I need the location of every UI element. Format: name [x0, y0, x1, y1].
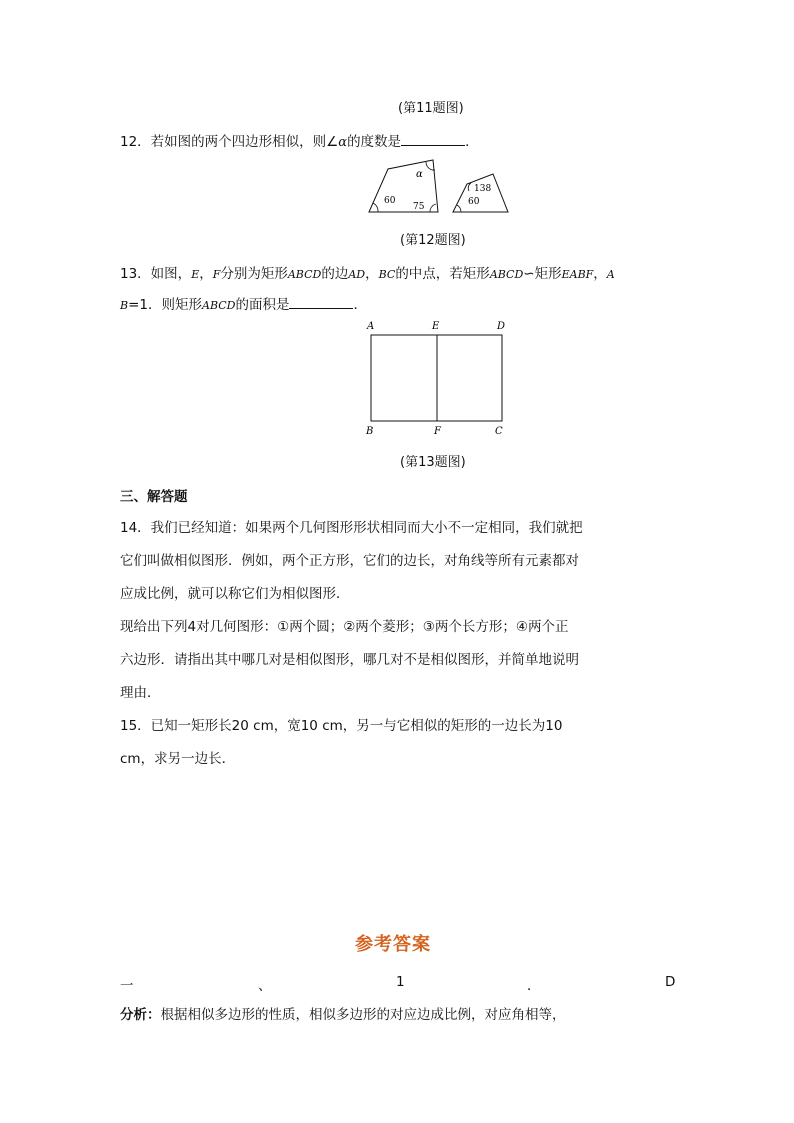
fig12-label-138: 138	[474, 184, 492, 194]
analysis-line	[120, 1003, 566, 1023]
answer-part-4: ．	[527, 978, 541, 994]
answer-part-2: 、	[258, 978, 272, 994]
fig12-label-alpha: α	[416, 169, 423, 180]
q12-answer-blank	[401, 133, 465, 146]
q13-text: 分别为矩形	[220, 266, 288, 282]
q12-alpha: α	[338, 135, 348, 150]
fig12-left-quadrilateral	[369, 160, 438, 212]
fig12-label-75: 75	[413, 202, 425, 212]
fig12-right-quadrilateral	[453, 174, 508, 212]
fig12-quadrilaterals	[365, 158, 515, 218]
fig12-label-60-left: 60	[384, 196, 396, 206]
q13-var-abcd: ABCD	[489, 268, 524, 281]
q14-line: 它们叫做相似图形．例如，两个正方形，它们的边长，对角线等所有元素都对	[120, 553, 579, 569]
q13-var-abcd: ABCD	[202, 299, 236, 312]
answer-part-3: 1	[396, 974, 405, 990]
q14-line: 现给出下列4对几何图形：①两个圆；②两个菱形；③两个长方形；④两个正	[120, 619, 569, 635]
fig12-caption: (第12题图)	[400, 233, 466, 248]
q13-text: 13．如图，	[120, 266, 192, 282]
q13-var-eabf: EABF	[561, 268, 594, 281]
q13-var-e: E	[191, 268, 200, 281]
analysis-label: 分析：	[120, 1007, 161, 1023]
q13-var-bc: BC	[378, 268, 396, 281]
q13-text: 的边	[321, 266, 349, 282]
q14-line: 应成比例，就可以称它们为相似图形．	[120, 586, 350, 602]
q15-line: cm，求另一边长．	[120, 751, 236, 767]
answer-part-1: 一	[120, 978, 134, 994]
section-heading: 三、解答题	[120, 489, 188, 505]
fig13-label-f: F	[434, 426, 441, 437]
fig13-label-d: D	[497, 321, 506, 332]
question-13-line-2	[120, 293, 367, 313]
q13-var-ad: AD	[348, 268, 366, 281]
q15-line: 15．已知一矩形长20 cm，宽10 cm，另一与它相似的矩形的一边长为10	[120, 718, 563, 734]
q14-line: 14．我们已经知道：如果两个几何图形形状相同而大小不一定相同，我们就把	[120, 520, 583, 536]
answer-part-5: D	[665, 974, 676, 990]
fig12-label-60-right: 60	[468, 197, 480, 207]
q12-suffix: 的度数是	[347, 134, 402, 150]
q12-prefix: 12．若如图的两个四边形相似，则∠	[120, 134, 339, 150]
q13-text: =1．则矩形	[128, 297, 202, 313]
q13-text: 的面积是	[235, 297, 290, 313]
q14-line: 理由．	[120, 685, 161, 701]
analysis-text: 根据相似多边形的性质，相似多边形的对应边成比例，对应角相等，	[160, 1007, 566, 1023]
fig13-label-c: C	[495, 426, 503, 437]
answers-title: 参考答案	[355, 934, 431, 955]
q13-var-f: F	[212, 268, 221, 281]
question-12	[120, 130, 479, 150]
q13-var-a: A	[606, 268, 615, 281]
q13-text: ∽矩形	[523, 266, 562, 282]
q13-text: ，	[199, 266, 213, 282]
q13-var-b: B	[120, 299, 129, 312]
q13-text: ，	[365, 266, 379, 282]
q13-var-abcd: ABCD	[287, 268, 322, 281]
fig11-caption: (第11题图)	[398, 101, 464, 116]
q13-text: ，	[593, 266, 607, 282]
q13-text: 的中点，若矩形	[395, 266, 490, 282]
q13-end: ．	[353, 297, 367, 313]
q14-line: 六边形．请指出其中哪几对是相似图形，哪几对不是相似图形，并简单地说明	[120, 652, 579, 668]
fig13-label-e: E	[432, 321, 440, 332]
q13-answer-blank	[289, 296, 353, 309]
fig13-rectangle	[362, 318, 512, 440]
question-13-line-1	[120, 262, 615, 282]
fig13-label-b: B	[366, 426, 374, 437]
fig13-label-a: A	[367, 321, 375, 332]
fig13-caption: (第13题图)	[400, 455, 466, 470]
q12-end: ．	[465, 134, 479, 150]
